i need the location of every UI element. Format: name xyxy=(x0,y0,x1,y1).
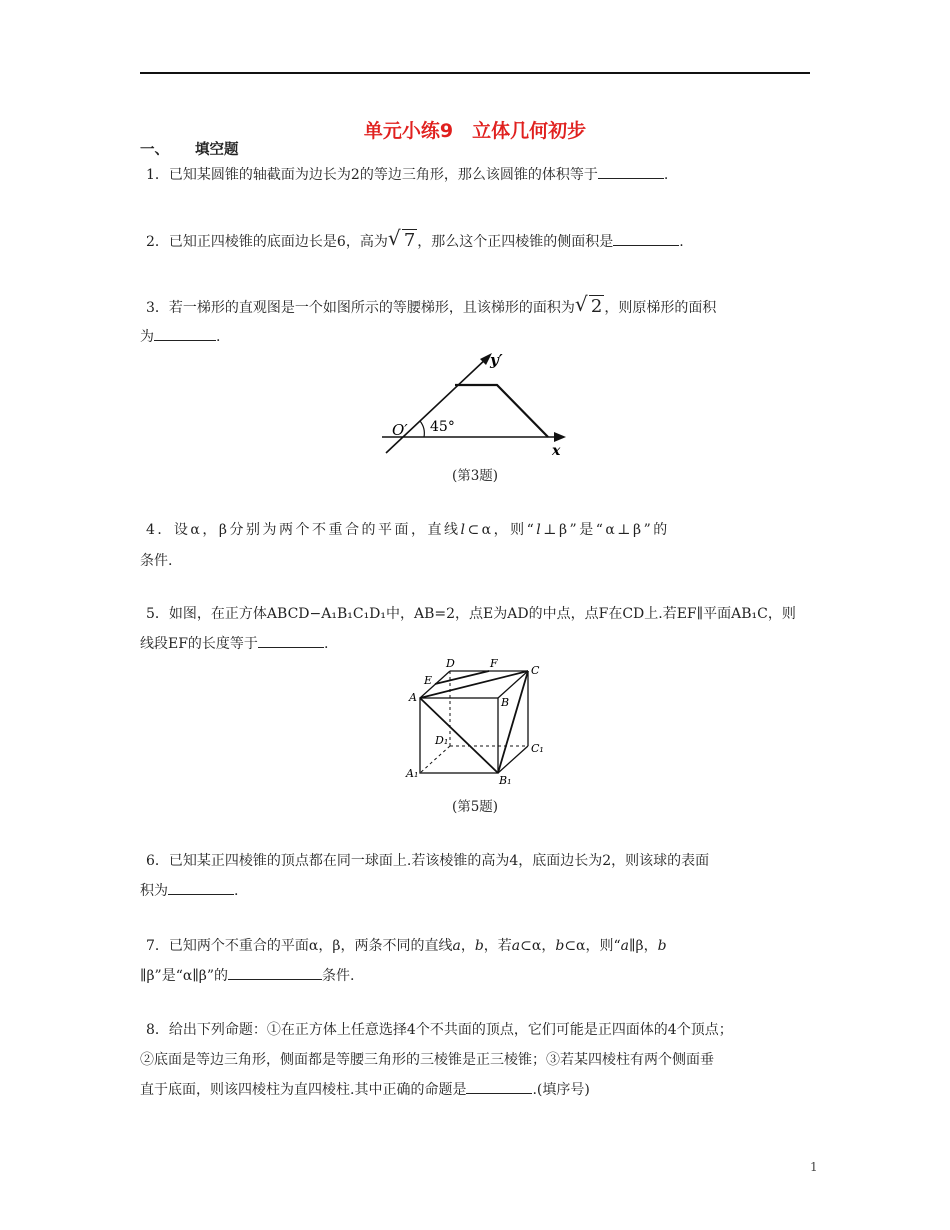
fig5-label-e: E xyxy=(424,674,433,687)
fig5-label-c1: C₁ xyxy=(531,742,544,755)
figure-3-trapezoid xyxy=(380,345,580,460)
question-4-line2: 条件. xyxy=(140,553,173,569)
answer-blank[interactable] xyxy=(228,963,322,980)
header-rule xyxy=(140,72,810,74)
fig5-label-b: B xyxy=(501,696,510,709)
answer-blank[interactable] xyxy=(154,324,216,341)
question-2: 2．已知正四棱锥的底面边长是6，高为 √ 7 ，那么这个正四棱锥的侧面积是 . xyxy=(146,226,818,257)
question-8-line3: 直于底面，则该四棱柱为直四棱柱.其中正确的命题是 .(填序号) xyxy=(140,1075,812,1105)
sqrt-7: √ 7 xyxy=(387,226,416,251)
fig5-label-d: D xyxy=(446,657,455,670)
sqrt-2: √ 2 xyxy=(574,292,603,317)
answer-blank[interactable] xyxy=(466,1077,532,1094)
answer-blank[interactable] xyxy=(258,631,324,648)
answer-blank[interactable] xyxy=(168,878,234,895)
question-6: 6．已知某正四棱锥的顶点都在同一球面上.若该棱锥的高为4，底面边长为2，则该球的表面 xyxy=(146,853,710,869)
fig5-label-a: A xyxy=(409,691,417,704)
answer-blank[interactable] xyxy=(598,162,664,179)
question-5-line2: 线段EF的长度等于 . xyxy=(140,629,812,659)
fig3-angle-label: 45° xyxy=(430,419,455,435)
question-3: 3．若一梯形的直观图是一个如图所示的等腰梯形，且该梯形的面积为 √ 2 ，则原梯形的面积 xyxy=(146,292,818,323)
fig5-label-d1: D₁ xyxy=(435,734,449,747)
answer-blank[interactable] xyxy=(613,229,679,246)
fig3-origin-label: O′ xyxy=(392,421,408,439)
section-heading xyxy=(140,138,239,159)
page-title: 单元小练9 立体几何初步 xyxy=(363,120,587,142)
question-8: 8．给出下列命题：①在正方体上任意选择4个不共面的顶点，它们可能是正四面体的4个顶点； xyxy=(146,1022,733,1038)
fig5-label-c: C xyxy=(531,664,540,677)
question-7: 7．已知两个不重合的平面α，β，两条不同的直线a，b，若a⊂α，b⊂α，则“a∥β，b xyxy=(146,938,667,954)
question-1: 1．已知某圆锥的轴截面为边长为2的等边三角形，那么该圆锥的体积等于 . xyxy=(146,160,818,190)
fig5-label-f: F xyxy=(490,657,498,670)
fig5-label-b1: B₁ xyxy=(499,774,512,787)
fig5-label-a1: A₁ xyxy=(406,767,419,780)
question-3-line2: 为 . xyxy=(140,322,812,352)
fig3-y-label: y′ xyxy=(490,351,503,369)
section-label: 填空题 xyxy=(195,142,239,158)
section-number: 一、 xyxy=(140,142,169,158)
figure-3-caption: (第3题) xyxy=(451,468,499,484)
question-4: 4．设α，β分别为两个不重合的平面，直线l⊂α，则“l⊥β”是“α⊥β”的 xyxy=(146,522,670,538)
fig3-x-label: x xyxy=(552,443,561,459)
question-8-line2: ②底面是等边三角形，侧面都是等腰三角形的三棱锥是正三棱锥；③若某四棱柱有两个侧面垂 xyxy=(140,1052,714,1068)
question-5: 5．如图，在正方体ABCD−A₁B₁C₁D₁中，AB=2，点E为AD的中点，点F在CD上.若EF∥平面AB₁C，则 xyxy=(146,606,796,622)
figure-5-cube xyxy=(400,656,550,790)
question-6-line2: 积为 . xyxy=(140,876,812,906)
q1-text: 1．已知某圆锥的轴截面为边长为2的等边三角形，那么该圆锥的体积等于 xyxy=(146,167,598,183)
figure-5-caption: (第5题) xyxy=(451,799,499,815)
page-number: 1 xyxy=(810,1160,818,1174)
question-7-line2: ∥β”是“α∥β”的 条件. xyxy=(140,961,812,991)
